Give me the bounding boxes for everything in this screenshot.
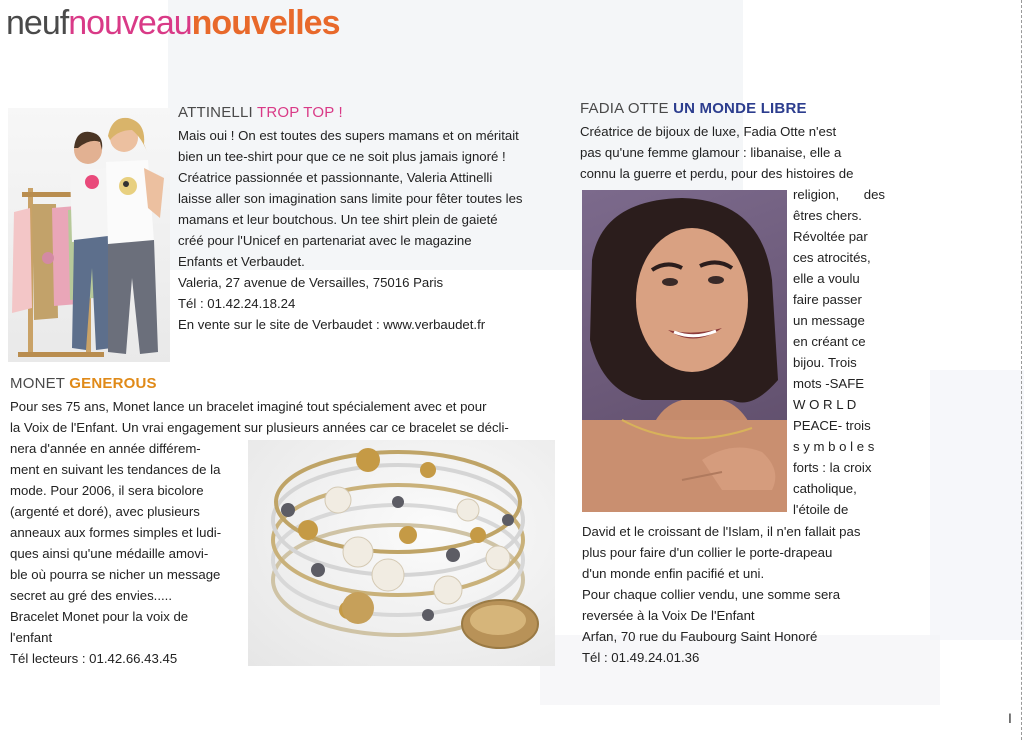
body-line: connu la guerre et perdu, pour des histoires de bbox=[580, 166, 854, 181]
attinelli-sale-info: En vente sur le site de Verbaudet : www.verbaudet.fr bbox=[178, 317, 486, 332]
body-line: l'enfant bbox=[10, 630, 53, 645]
body-line: W O R L D bbox=[793, 397, 857, 412]
monet-phone: Tél lecteurs : 01.42.66.43.45 bbox=[10, 651, 178, 666]
attinelli-headline: TROP TOP ! bbox=[256, 104, 343, 121]
body-line: anneaux aux formes simples et ludi- bbox=[10, 525, 222, 540]
body-line: ble où pourra se nicher un message bbox=[10, 567, 221, 582]
header-word-nouveau: nouveau bbox=[68, 4, 192, 42]
attinelli-body bbox=[178, 125, 552, 335]
fadia-body-wide bbox=[580, 121, 890, 184]
body-line: bien un tee-shirt pour que ce ne soit plus jamais ignoré ! bbox=[178, 149, 506, 164]
section-header bbox=[6, 4, 340, 43]
attinelli-address: Valeria, 27 avenue de Versailles, 75016 Paris bbox=[178, 275, 444, 290]
fadia-address: Arfan, 70 rue du Faubourg Saint Honoré bbox=[582, 629, 818, 644]
body-line: Créatrice passionnée et passionnante, Valeria Attinelli bbox=[178, 170, 493, 185]
body-line: bijou. Trois bbox=[793, 355, 857, 370]
body-line: ces atrocités, bbox=[793, 250, 871, 265]
monet-title bbox=[10, 375, 157, 392]
attinelli-brand: ATTINELLI bbox=[178, 104, 253, 121]
body-line: Mais oui ! On est toutes des supers mamans et on méritait bbox=[178, 128, 519, 143]
bleed-through-panel bbox=[930, 370, 1024, 640]
body-line: créé pour l'Unicef en partenariat avec le magazine bbox=[178, 233, 472, 248]
monet-headline: GENEROUS bbox=[69, 375, 157, 392]
body-line: plus pour faire d'un collier le porte-drapeau bbox=[582, 545, 833, 560]
body-line: secret au gré des envies..... bbox=[10, 588, 172, 603]
body-line: ques ainsi qu'une médaille amovi- bbox=[10, 546, 209, 561]
fadia-title bbox=[580, 100, 807, 117]
body-line: la Voix de l'Enfant. Un vrai engagement sur plusieurs années car ce bracelet se décli- bbox=[10, 420, 509, 435]
attinelli-photo bbox=[8, 108, 170, 362]
monet-body-narrow bbox=[10, 438, 242, 669]
body-line: ment en suivant les tendances de la bbox=[10, 462, 221, 477]
body-line: (argenté et doré), avec plusieurs bbox=[10, 504, 200, 519]
body-line: laisse aller son imagination sans limite pour fêter toutes les bbox=[178, 191, 523, 206]
body-line: faire passer bbox=[793, 292, 862, 307]
bracelet-photo bbox=[248, 440, 555, 666]
body-line: Bracelet Monet pour la voix de bbox=[10, 609, 189, 624]
body-line: pas qu'une femme glamour : libanaise, elle a bbox=[580, 145, 842, 160]
body-line: en créant ce bbox=[793, 334, 866, 349]
body-line: Enfants et Verbaudet. bbox=[178, 254, 305, 269]
body-line: l'étoile de bbox=[793, 502, 849, 517]
fadia-headline: UN MONDE LIBRE bbox=[673, 100, 807, 117]
page-marker: I bbox=[1008, 710, 1012, 726]
body-line: Créatrice de bijoux de luxe, Fadia Otte n'est bbox=[580, 124, 837, 139]
body-line: s y m b o l e s bbox=[793, 439, 875, 454]
fadia-brand: FADIA OTTE bbox=[580, 100, 669, 117]
body-line: êtres chers. bbox=[793, 208, 862, 223]
header-word-nouvelles: nouvelles bbox=[191, 4, 340, 42]
monet-body-wide bbox=[10, 396, 555, 438]
body-line: mots -SAFE bbox=[793, 376, 865, 391]
body-line: forts : la croix bbox=[793, 460, 872, 475]
body-line: un message bbox=[793, 313, 865, 328]
body-line: David et le croissant de l'Islam, il n'en fallait pas bbox=[582, 524, 861, 539]
body-line: PEACE- trois bbox=[793, 418, 871, 433]
body-line: catholique, bbox=[793, 481, 857, 496]
body-line: reversée à la Voix De l'Enfant bbox=[582, 608, 755, 623]
body-line: Révoltée par bbox=[793, 229, 868, 244]
body-line: mode. Pour 2006, il sera bicolore bbox=[10, 483, 204, 498]
header-word-neuf: neuf bbox=[6, 4, 69, 42]
attinelli-title bbox=[178, 104, 343, 121]
fadia-body-narrow bbox=[793, 184, 885, 520]
fadia-portrait-photo bbox=[582, 190, 787, 512]
body-line: mamans et leur boutchous. Un tee shirt plein de gaieté bbox=[178, 212, 498, 227]
body-line: Pour ses 75 ans, Monet lance un bracelet imaginé tout spécialement avec et pour bbox=[10, 399, 487, 414]
body-line: elle a voulu bbox=[793, 271, 860, 286]
body-line: Pour chaque collier vendu, une somme sera bbox=[582, 587, 841, 602]
monet-brand: MONET bbox=[10, 375, 65, 392]
page-edge bbox=[1021, 0, 1022, 740]
fadia-body-bottom bbox=[582, 521, 892, 668]
body-line: religion, des bbox=[793, 187, 885, 202]
attinelli-phone: Tél : 01.42.24.18.24 bbox=[178, 296, 296, 311]
body-line: d'un monde enfin pacifié et uni. bbox=[582, 566, 765, 581]
fadia-phone: Tél : 01.49.24.01.36 bbox=[582, 650, 700, 665]
body-line: nera d'année en année différem- bbox=[10, 441, 201, 456]
